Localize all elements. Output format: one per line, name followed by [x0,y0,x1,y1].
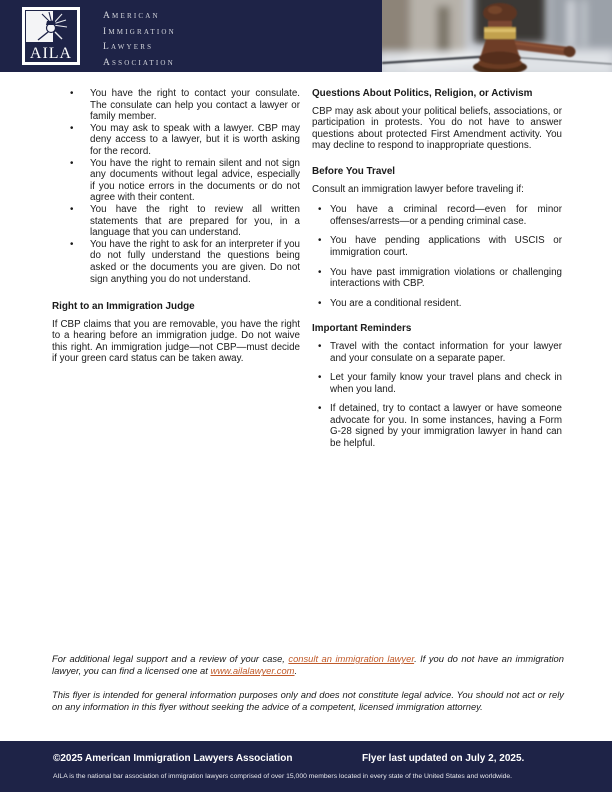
list-item-text: Let your family know your travel plans and check in when you land. [330,372,562,395]
bullet-icon: • [318,204,322,216]
list-item [312,204,562,227]
footer-last-updated: Flyer last updated on July 2, 2025. [362,753,525,764]
bullet-icon: • [70,122,74,134]
legal-support-mid: . If you do not have an immigration lawyer, you can find a licensed one at [52,653,564,677]
before-travel-intro: Consult an immigration lawyer before traveling if: [312,183,524,195]
list-item [52,158,300,204]
consult-lawyer-link[interactable]: consult an immigration lawyer [288,653,415,664]
list-item [52,123,300,158]
statue-of-liberty-icon [22,7,80,65]
org-line-4: Association [103,57,175,68]
list-item-text: Travel with the contact information for your lawyer and your consulate on a separate paper. [330,340,562,364]
legal-support-note [52,653,564,678]
footer-copyright: ©2025 American Immigration Lawyers Association [53,753,293,764]
list-item [52,88,300,123]
bullet-icon: • [70,88,74,99]
legal-support-pre: For additional legal support and a review of your case, [52,653,289,664]
org-line-2: Immigration [103,26,176,37]
bullet-icon: • [318,403,322,415]
list-item-text: You have pending applications with USCIS or immigration court. [330,235,562,258]
travel-bullet-list [312,204,562,309]
section-heading-politics: Questions About Politics, Religion, or Activism [312,88,533,99]
section-heading-reminders: Important Reminders [312,323,412,335]
list-item [312,298,562,310]
bullet-icon: • [70,238,74,250]
list-item-text: You have the right to contact your consulate. The consulate can help you contact a lawyer or family member. [90,88,300,123]
logo-acronym: AILA [29,45,73,62]
footer-tagline: AILA is the national bar association of immigration lawyers comprised of over 15,000 members located in every state of the United States and worldwide. [53,773,513,780]
list-item-text: You have the right to remain silent and not sign any documents without legal advice, especially if you notice errors in the documents or do not agree with their content. [90,157,300,204]
org-name [103,9,176,71]
disclaimer-note: This flyer is intended for general information purposes only and does not constitute legal advice. You should not act or rely on any information in this flyer without seeking the advice of a competent, licensed immigration attorney. [52,688,564,713]
ailalawyer-link[interactable]: www.ailalawyer.com [210,665,295,677]
immigration-judge-paragraph: If CBP claims that you are removable, you have the right to a hearing before an immigration judge. Do not waive this right. An immigration judge—not CBP—must decide if your green card status can be taken away. [52,318,300,365]
list-item [312,267,562,290]
org-line-1: American [103,11,160,21]
list-item [52,204,300,239]
rights-bullet-list [52,88,300,285]
list-item [52,239,300,285]
content-columns [52,88,562,458]
list-item-text: You have the right to ask for an interpreter if you do not fully understand the questions being asked or the documents you are given. Do not sign anything you do not understand. [90,238,300,285]
footer-band [0,741,612,792]
aila-logo [22,7,80,65]
bullet-icon: • [318,297,322,309]
gavel-photo [382,0,612,72]
bullet-icon: • [318,372,322,384]
section-heading-before-travel: Before You Travel [312,165,396,177]
section-heading-immigration-judge: Right to an Immigration Judge [52,301,195,313]
reminders-bullet-list [312,341,562,450]
list-item [312,235,562,258]
list-item [312,403,562,449]
list-item [312,372,562,395]
bullet-icon: • [318,235,322,247]
bullet-icon: • [70,203,74,215]
footnote-block [52,653,564,725]
list-item-text: You have past immigration violations or challenging interactions with CBP. [330,266,562,290]
bullet-icon: • [70,157,74,169]
list-item-text: If detained, try to contact a lawyer or have someone advocate for you. In some instances, having a Form G-28 signed by your immigration lawyer in hand can be helpful. [330,403,562,450]
bullet-icon: • [318,266,322,278]
right-column [312,88,562,458]
list-item-text: You are a conditional resident. [330,297,462,309]
header-band [0,0,612,72]
bullet-icon: • [318,340,322,352]
list-item-text: You have the right to review all written statements that are prepared for you, in a language that you can understand. [90,203,300,239]
list-item [312,341,562,364]
list-item-text: You may ask to speak with a lawyer. CBP may deny access to a lawyer, but it is worth asking for the record. [90,122,300,157]
left-column [52,88,300,458]
politics-paragraph: CBP may ask about your political beliefs, associations, or participation in protests. You do not have to answer questions about protected First Amendment activity. You may decline to respond to inappropriate questions. [312,105,562,152]
org-line-3: Lawyers [103,42,154,52]
list-item-text: You have a criminal record—even for minor offenses/arrests—or a pending criminal case. [330,204,562,227]
legal-support-post: . [294,665,298,677]
